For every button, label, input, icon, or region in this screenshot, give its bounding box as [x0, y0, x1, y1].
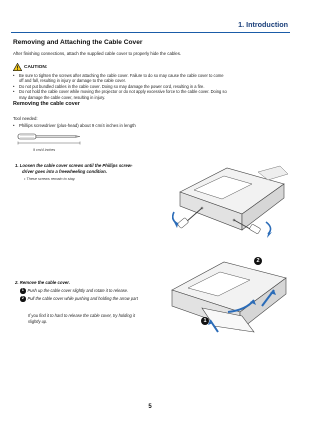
callout-2-badge: 2 [254, 257, 262, 265]
caution-item: • Do not hold the cable cover while moving the projector or do not apply excessive force to the cable cover. Doing so [13, 89, 227, 95]
caution-item-continued: off and fall, resulting in injury or damage to the cable cover. [19, 78, 126, 84]
cable-cover-removal-illustration [162, 250, 292, 340]
step-2-substep: 2 Pull the cable cover while pushing and holding the arrow part [21, 296, 138, 301]
substep-number-badge: 2 [21, 296, 24, 301]
step-2: 2. Remove the cable cover. [15, 280, 70, 285]
substep-number-badge: 1 [21, 288, 24, 293]
screwdriver-caption: 9 cm/4 inches [33, 148, 56, 152]
subsection-title: Removing the cable cover [13, 101, 80, 107]
caution-item: • Do not put bundled cables in the cable cover. Doing so may damage the power cord, resulting in a fire. [13, 83, 205, 89]
caution-label: CAUTION: [24, 64, 48, 70]
callout-1-badge: 1 [201, 317, 209, 325]
projector-screws-illustration [172, 162, 292, 242]
chapter-title: 1. Introduction [238, 20, 288, 29]
step-2-note: If you find it to hard to release the cable cover, try holding it slightly up. [28, 313, 135, 324]
tool-item: • Phillips screwdriver (plus-head) about 9 cm/4 inches in length [13, 123, 136, 128]
section-title: Removing and Attaching the Cable Cover [13, 39, 143, 46]
screwdriver-illustration [16, 128, 86, 148]
caution-item: • Be sure to tighten the screws after attaching the cable cover. Failure to do so may cause the cable cover to come [13, 73, 224, 78]
section-intro: After finishing connections, attach the supplied cable cover to properly hide the cables. [13, 51, 182, 56]
step-1-note: • These screws remain to stay. [24, 177, 76, 181]
caution-list [13, 73, 289, 100]
page-number: 5 [148, 404, 152, 410]
caution-item-continued: may damage the cable cover, resulting in injury. [19, 94, 106, 100]
caution-heading [13, 63, 47, 71]
tool-heading: Tool needed: [13, 116, 38, 121]
step-1: 1. Loosen the cable cover screws until the Phillips screw- driver goes into a freewheeling condition. [15, 163, 133, 174]
caution-icon [13, 63, 22, 71]
chapter-header [11, 19, 290, 33]
step-2-substep: 1 Push up the cable cover slightly and rotate it to release. [21, 288, 129, 293]
